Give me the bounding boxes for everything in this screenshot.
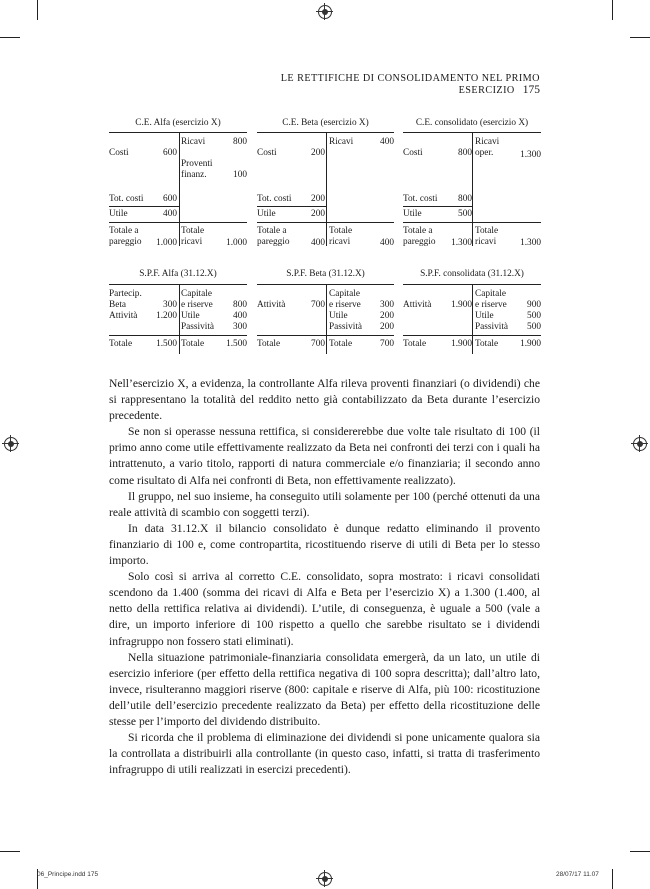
tot-pareggio-label-2: pareggio	[403, 237, 436, 247]
totale-value: 1.500	[156, 339, 177, 349]
capitale-label: Capitale	[329, 289, 360, 299]
totale-label: Totale	[475, 339, 499, 349]
partecip-value: 300	[163, 300, 177, 310]
totale-value: 700	[380, 339, 394, 349]
paragraph: Si ricorda che il problema di eliminazione dei dividendi si pone unicamente qualora sia la controllata a distribuirli alla controllante (in questo caso, infatti, si tratta di trasferimento infragruppo di utili realizzati in esercizi precedenti).	[109, 731, 540, 777]
tot-ricavi-label-2: ricavi	[475, 237, 497, 247]
totale-label: Totale	[257, 339, 281, 349]
tot-ricavi-label-2: ricavi	[329, 237, 351, 247]
account-top-rule	[109, 132, 247, 133]
attivita-label: Attività	[109, 311, 138, 321]
utile-value: 200	[311, 209, 325, 219]
crop-mark	[612, 869, 613, 889]
tot-ricavi-value: 1.000	[226, 238, 247, 248]
tot-ricavi-value: 400	[380, 238, 394, 248]
tot-pareggio-label: Totale a	[257, 226, 287, 236]
tot-pareggio-label: Totale a	[403, 226, 433, 236]
totale-label: Totale	[329, 339, 353, 349]
subtotal-rule	[403, 206, 472, 207]
paragraph: Nell’esercizio X, a evidenza, la controllante Alfa rileva proventi finanziari (o dividendi) che si rappresentano la totalità del reddito netto già contabilizzato da Beta durante l’esercizio precedente.	[109, 377, 540, 423]
paragraph: Il gruppo, nel suo insieme, ha conseguito utili solamente per 100 (perché ottenuti da una reale attività di scambio con soggetti terzi).	[109, 489, 540, 519]
total-rule	[403, 222, 541, 223]
spf-beta-account	[257, 269, 394, 354]
total-rule	[257, 335, 394, 336]
ricavi-label-2: oper.	[475, 148, 494, 158]
registration-mark-icon	[4, 437, 18, 451]
attivita-value: 1.900	[451, 300, 472, 310]
ricavi-value: 800	[233, 137, 247, 147]
totale-value: 1.900	[451, 339, 472, 349]
subtotal-rule	[109, 206, 179, 207]
utile-label: Utile	[475, 311, 494, 321]
passivita-label: Passività	[475, 322, 509, 332]
costi-value: 200	[311, 148, 325, 158]
total-rule	[109, 335, 247, 336]
spf-consolidata-account	[403, 269, 541, 354]
running-title: LE RETTIFICHE DI CONSOLIDAMENTO NEL PRIMO ESERCIZIO	[280, 73, 540, 96]
account-title: S.P.F. Alfa (31.12.X)	[139, 269, 217, 279]
capitale-value: 300	[380, 300, 394, 310]
page-number: 175	[522, 84, 540, 96]
capitale-label: Capitale	[475, 289, 506, 299]
tot-pareggio-label-2: pareggio	[109, 237, 142, 247]
attivita-value: 700	[311, 300, 325, 310]
paragraph: Se non si operasse nessuna rettifica, si considererebbe due volte tale risultato di 100 (il primo anno come utile effettivamente realizzato da Beta nei confronti dei terzi con i quali ha intrattenuto, a vario titolo, rapporti di natura commerciale e/o finanziaria; il secondo anno come risultato di Alfa nei confronti di Beta, non effettivamente realizzato).	[109, 425, 540, 487]
passivita-label: Passività	[181, 322, 215, 332]
totale-value: 700	[311, 339, 325, 349]
costi-label: Costi	[403, 148, 423, 158]
costi-value: 600	[163, 148, 177, 158]
passivita-value: 200	[380, 322, 394, 332]
proventi-value: 100	[233, 170, 247, 180]
utile-value: 400	[163, 209, 177, 219]
tot-ricavi-label: Totale	[329, 226, 353, 236]
account-divider	[472, 284, 473, 354]
account-divider	[179, 284, 180, 354]
ricavi-label: Ricavi	[181, 137, 206, 147]
total-rule	[403, 335, 541, 336]
tot-pareggio-value: 1.000	[156, 238, 177, 248]
totale-label: Totale	[109, 339, 133, 349]
account-divider	[472, 132, 473, 246]
account-title: C.E. consolidato (esercizio X)	[415, 118, 529, 128]
tot-costi-value: 800	[458, 194, 472, 204]
ricavi-value: 1.300	[520, 150, 541, 160]
slug-date: 28/07/17 11.07	[556, 871, 599, 878]
utile-value: 400	[233, 311, 247, 321]
attivita-value: 1.200	[156, 311, 177, 321]
utile-label: Utile	[403, 209, 422, 219]
registration-mark-icon	[318, 872, 332, 886]
costi-label: Costi	[257, 148, 277, 158]
attivita-label: Attività	[257, 300, 286, 310]
crop-mark	[612, 0, 613, 20]
ce-beta-account	[257, 118, 394, 254]
registration-mark-icon	[318, 5, 332, 19]
partecip-label: Partecip.	[109, 289, 142, 299]
crop-mark	[0, 851, 20, 852]
attivita-label: Attività	[403, 300, 432, 310]
capitale-label-2: e riserve	[181, 300, 213, 310]
tot-ricavi-label: Totale	[181, 226, 205, 236]
crop-mark	[630, 37, 650, 38]
tot-ricavi-value: 1.300	[520, 238, 541, 248]
passivita-value: 300	[233, 322, 247, 332]
utile-label: Utile	[181, 311, 200, 321]
ricavi-label: Ricavi	[475, 137, 500, 147]
tot-costi-label: Tot. costi	[403, 194, 438, 204]
utile-label: Utile	[109, 209, 128, 219]
account-divider	[326, 132, 327, 246]
account-divider	[326, 284, 327, 354]
tot-ricavi-label: Totale	[475, 226, 499, 236]
proventi-label: Proventi	[181, 159, 213, 169]
utile-value: 200	[380, 311, 394, 321]
tot-costi-value: 600	[163, 194, 177, 204]
crop-mark	[0, 37, 20, 38]
ce-consolidato-account	[403, 118, 541, 254]
total-rule	[109, 222, 247, 223]
utile-label: Utile	[257, 209, 276, 219]
utile-value: 500	[458, 209, 472, 219]
passivita-label: Passività	[329, 322, 363, 332]
spf-alfa-account	[109, 269, 247, 354]
capitale-value: 900	[527, 300, 541, 310]
totale-label: Totale	[181, 339, 205, 349]
total-rule	[257, 222, 394, 223]
totale-value: 1.900	[520, 339, 541, 349]
paragraph: In data 31.12.X il bilancio consolidato è dunque redatto eliminando il provento finanziario di 100 e, come contropartita, ricostituendo riserve di utili di Beta per lo stesso importo.	[109, 521, 540, 568]
crop-mark	[37, 0, 38, 20]
utile-label: Utile	[329, 311, 348, 321]
tot-ricavi-label-2: ricavi	[181, 237, 203, 247]
capitale-label: Capitale	[181, 289, 212, 299]
slug-file: 06_Principe.indd 175	[37, 871, 99, 878]
totale-value: 1.500	[226, 339, 247, 349]
capitale-label-2: e riserve	[329, 300, 361, 310]
tot-pareggio-label: Totale a	[109, 226, 139, 236]
tot-costi-label: Tot. costi	[109, 194, 144, 204]
totale-label: Totale	[403, 339, 427, 349]
account-top-rule	[109, 284, 247, 285]
ricavi-value: 400	[380, 137, 394, 147]
subtotal-rule	[257, 206, 326, 207]
paragraph: Nella situazione patrimoniale-finanziaria consolidata emergerà, da un lato, un utile di esercizio inferiore (per effetto della rettifica negativa di 100 sopra descritta); dall’altro lato, invece, risulteranno maggiori riserve (800: capitale e riserve di Alfa, più 100: ricostituzione dell’utile dell’esercizio precedente realizzato da Beta) per effetto della ricostituzione delle stesse per l’importo del dividendo distribuito.	[109, 650, 540, 728]
registration-mark-icon	[633, 437, 647, 451]
costi-label: Costi	[109, 148, 129, 158]
utile-value: 500	[527, 311, 541, 321]
tot-pareggio-value: 1.300	[451, 238, 472, 248]
paragraph: Solo così si arriva al corretto C.E. consolidato, sopra mostrato: i ricavi consolidati scendono da 1.400 (somma dei ricavi di Alfa e Beta per l’esercizio X) a 1.300 (1.400, al netto della rettifica relativa ai dividendi). L’utile, di conseguenza, è uguale a 500 (vale a dire, un importo inferiore di 100 rispetto a quello che sarebbe risultato se i dividendi infragruppo non fossero stati eliminati).	[109, 570, 540, 648]
partecip-label-2: Beta	[109, 300, 127, 310]
account-title: C.E. Alfa (esercizio X)	[135, 118, 221, 128]
tot-pareggio-value: 400	[311, 238, 325, 248]
costi-value: 800	[458, 148, 472, 158]
proventi-label-2: finanz.	[181, 170, 207, 180]
ce-alfa-account	[109, 118, 247, 254]
ricavi-label: Ricavi	[329, 137, 354, 147]
account-title: C.E. Beta (esercizio X)	[282, 118, 369, 128]
capitale-value: 800	[233, 300, 247, 310]
account-title: S.P.F. Beta (31.12.X)	[286, 269, 365, 279]
body-text	[109, 376, 540, 778]
passivita-value: 500	[527, 322, 541, 332]
capitale-label-2: e riserve	[475, 300, 507, 310]
crop-mark	[630, 851, 650, 852]
running-header	[210, 73, 540, 96]
account-divider	[179, 132, 180, 246]
account-title: S.P.F. consolidata (31.12.X)	[420, 269, 524, 279]
tot-costi-label: Tot. costi	[257, 194, 292, 204]
tot-pareggio-label-2: pareggio	[257, 237, 290, 247]
tot-costi-value: 200	[311, 194, 325, 204]
